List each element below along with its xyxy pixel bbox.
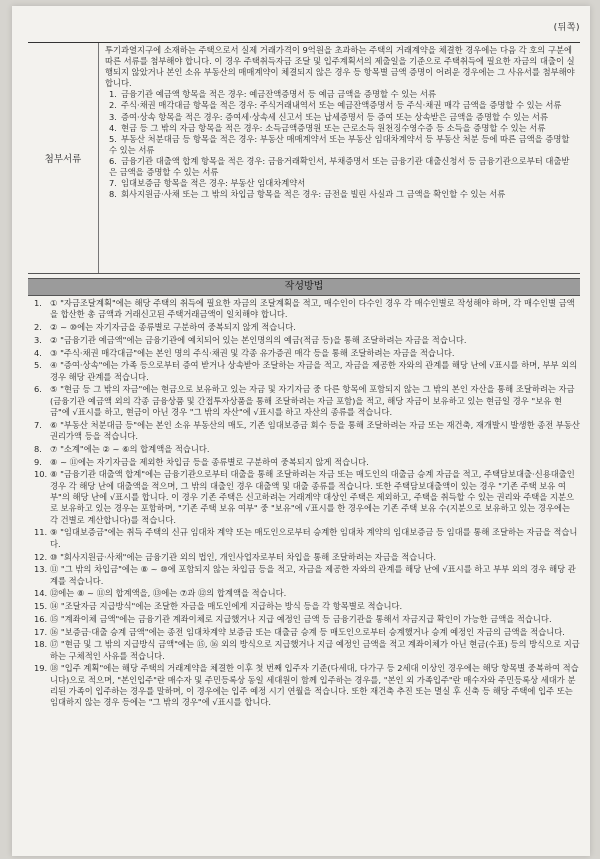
method-section-title: 작성방법 — [28, 278, 580, 296]
list-item: 1. ① "자금조달계획"에는 해당 주택의 취득에 필요한 자금의 조달계획을 적고, 매수인이 다수인 경우 각 매수인별로 작성해야 하며, 각 매수인별 금액을 합산한 총 금액과 거래신고된 주택거래금액이 일치해야 합니다. — [34, 298, 575, 320]
attachments-section — [28, 42, 580, 274]
back-side-label: (뒤쪽) — [553, 23, 580, 33]
list-item: 7. 임대보증금 항목을 적은 경우: 부동산 임대차계약서 — [109, 178, 306, 189]
attachments-content — [99, 43, 580, 273]
list-item: 9. ⑧ ~ ⑪에는 자기자금을 제외한 차입금 등을 종류별로 구분하여 중복되지 않게 적습니다. — [34, 456, 369, 467]
list-item: 5. ④ "증여·상속"에는 가족 등으로부터 증여 받거나 상속받아 조달하는 자금을 적고, 자금을 제공한 자와의 관계를 해당 난에 √표시를 하며, 부부 외의 경우 해당 관계를 적습니다. — [34, 360, 578, 382]
list-item: 13. ⑪ "그 밖의 차입금"에는 ⑧ ~ ⑩에 포함되지 않는 차입금 등을 적고, 자금을 제공한 자와의 관계를 해당 난에 √표시를 하고 부부 외의 경우 해당 관계를 적습니다. — [34, 564, 576, 586]
list-item: 8. ⑦ "소계"에는 ② ~ ⑥의 합계액을 적습니다. — [34, 443, 210, 454]
document-page — [12, 6, 590, 856]
list-item: 5. 부동산 처분대금 등 항목을 적은 경우: 부동산 매매계약서 또는 부동산 임대차계약서 등 부동산 처분 등에 따른 금액을 증명할 수 있는 서류 — [109, 133, 570, 155]
list-item: 11. ⑨ "임대보증금"에는 취득 주택의 신규 임대차 계약 또는 매도인으로부터 승계한 임대차 계약의 임대보증금 등 임대를 통해 조달하는 자금을 적습니다. — [34, 527, 578, 549]
list-item: 6. ⑤ "현금 등 그 밖의 자금"에는 현금으로 보유하고 있는 자금 및 자기자금 중 다른 항목에 포함되지 않는 그 밖의 본인 자산을 통해 조달하려는 자금(금융기관 예금액 외의 각종 금융상품 및 간접투자상품을 통해 조달하려는 자금 포함)을 적고, 해당 자금이 보유하고 있는 현금일 경우 "보유 현금"에 √표시를 하고, 현금이 아닌 경우 "그 밖의 자산"에 √표시를 하고 자산의 종류를 적습니다. — [34, 384, 575, 418]
method-list — [34, 298, 580, 710]
list-item: 14. ⑫에는 ⑧ ~ ⑪의 합계액을, ⑬에는 ⑦과 ⑫의 합계액을 적습니다. — [34, 588, 287, 599]
attachments-intro: 투기과열지구에 소재하는 주택으로서 실제 거래가격이 9억원을 초과하는 주택의 거래계약을 체결한 경우에는 다음 각 호의 구분에 따른 서류를 첨부해야 합니다. 이 경우 주택취득자금 조달 및 입주계획서의 제출일을 기준으로 주택취득에 필요한 자금의 대출이 실행되지 않았거나 본인 소유 부동산의 매매계약이 체결되지 않은 경우 등 항목별 금액 증명이 어려운 경우에는 그 사유서를 첨부해야 합니다. — [105, 45, 575, 89]
list-item: 6. 금융기관 대출액 합계 항목을 적은 경우: 금융거래확인서, 부채증명서 또는 금융기관 대출신청서 등 금융기관으로부터 대출받은 금액을 증명할 수 있는 서류 — [109, 155, 570, 178]
list-item: 17. ⑯ "보증금·대출 승계 금액"에는 종전 임대차계약 보증금 또는 대출금 승계 등 매도인으로부터 승계했거나 승계 예정인 자금의 금액을 적습니다. — [34, 626, 565, 637]
list-item: 15. ⑭ "조달자금 지급방식"에는 조달한 자금을 매도인에게 지급하는 방식 등을 각 항목별로 적습니다. — [34, 601, 403, 612]
list-item: 19. ⑱ "입주 계획"에는 해당 주택의 거래계약을 체결한 이후 첫 번째 입주자 기준(다세대, 다가구 등 2세대 이상인 경우에는 해당 항목별 중복하여 적습니다)으로 적으며, "본인입주"란 매수자 및 주민등록상 동일 세대원이 함께 입주하는 경우를, "본인 외 가족입주"란 매수자와 주민등록상 세대가 분리된 가족이 입주하는 경우를 말하며, 이 경우에는 입주 예정 시기 연월을 적습니다. 또한 재건축 추진 또는 멸실 후 신축 등 해당 주택에 입주 또는 임대하지 않는 경우 등에는 "그 밖의 경우"에 √표시를 합니다. — [34, 663, 579, 708]
list-item: 7. ⑥ "부동산 처분대금 등"에는 본인 소유 부동산의 매도, 기존 임대보증금 회수 등을 통해 조달하려는 자금 또는 재건축, 재개발시 발생한 종전 부동산 권리가액 등을 적습니다. — [34, 419, 580, 442]
attachments-list — [105, 89, 576, 200]
list-item: 18. ⑰ "현금 및 그 밖의 지급방식 금액"에는 ⑮, ⑯ 외의 방식으로 지급했거나 지급 예정인 금액을 적고 계좌이체가 아닌 현금(수표) 등의 방식으로 지급하는 구체적인 사유를 적습니다. — [34, 639, 580, 661]
list-item: 16. ⑮ "계좌이체 금액"에는 금융기관 계좌이체로 지급했거나 지급 예정인 금액 등 금융기관을 통해서 자금지급 확인이 가능한 금액을 적습니다. — [34, 613, 552, 624]
attachments-label: 첨부서류 — [28, 43, 99, 273]
list-item: 3. ② "금융기관 예금액"에는 금융기관에 예치되어 있는 본인명의의 예금(적금 등)을 통해 조달하려는 자금을 적습니다. — [34, 334, 467, 345]
list-item: 4. 현금 등 그 밖의 자금 항목을 적은 경우: 소득금액증명원 또는 근로소득 원천징수영수증 등 소득을 증명할 수 있는 서류 — [109, 122, 546, 133]
list-item: 2. ② ~ ⑩에는 자기자금을 종류별로 구분하여 중복되지 않게 적습니다. — [34, 322, 296, 333]
list-item: 2. 주식·채권 매각대금 항목을 적은 경우: 주식거래내역서 또는 예금잔액증명서 등 주식·채권 매각 금액을 증명할 수 있는 서류 — [109, 100, 562, 111]
list-item: 1. 금융기관 예금액 항목을 적은 경우: 예금잔액증명서 등 예금 금액을 증명할 수 있는 서류 — [109, 89, 436, 100]
list-item: 10. ⑧ "금융기관 대출액 합계"에는 금융기관으로부터 대출을 통해 조달하려는 자금 또는 매도인의 대출금 승계 자금을 적고, 주택담보대출·신용대출인 경우 각 해당 난에 대출액을 적으며, 그 밖의 대출인 경우 대출액 및 대출 종류를 적습니다. 또한 주택담보대출액이 있는 경우 "기존 주택 보유 여부"의 해당 난에 √표시를 합니다. 이 경우 기존 주택은 신고하려는 거래계약 대상인 주택은 제외하고, 주택을 취득할 수 있는 권리와 주택을 지분으로 보유하고 있는 경우는 포함하며, "기존 주택 보유 여부" 중 "보유"에 √표시를 한 경우에는 기존 주택 보유 수(지분으로 보유하고 있는 경우에는 각 건별로 계산합니다)를 적습니다. — [34, 469, 575, 525]
list-item: 12. ⑩ "회사지원금·사채"에는 금융기관 외의 법인, 개인사업자로부터 차입을 통해 조달하려는 자금을 적습니다. — [34, 551, 436, 562]
list-item: 8. 회사지원금·사채 또는 그 밖의 차입금 항목을 적은 경우: 금전을 빌린 사실과 그 금액을 확인할 수 있는 서류 — [109, 189, 506, 200]
list-item: 4. ③ "주식·채권 매각대금"에는 본인 명의 주식·채권 및 각종 유가증권 매각 등을 통해 조달하려는 자금을 적습니다. — [34, 347, 455, 358]
list-item: 3. 증여·상속 항목을 적은 경우: 증여세·상속세 신고서 또는 납세증명서 등 증여 또는 상속받은 금액을 증명할 수 있는 서류 — [109, 111, 548, 122]
